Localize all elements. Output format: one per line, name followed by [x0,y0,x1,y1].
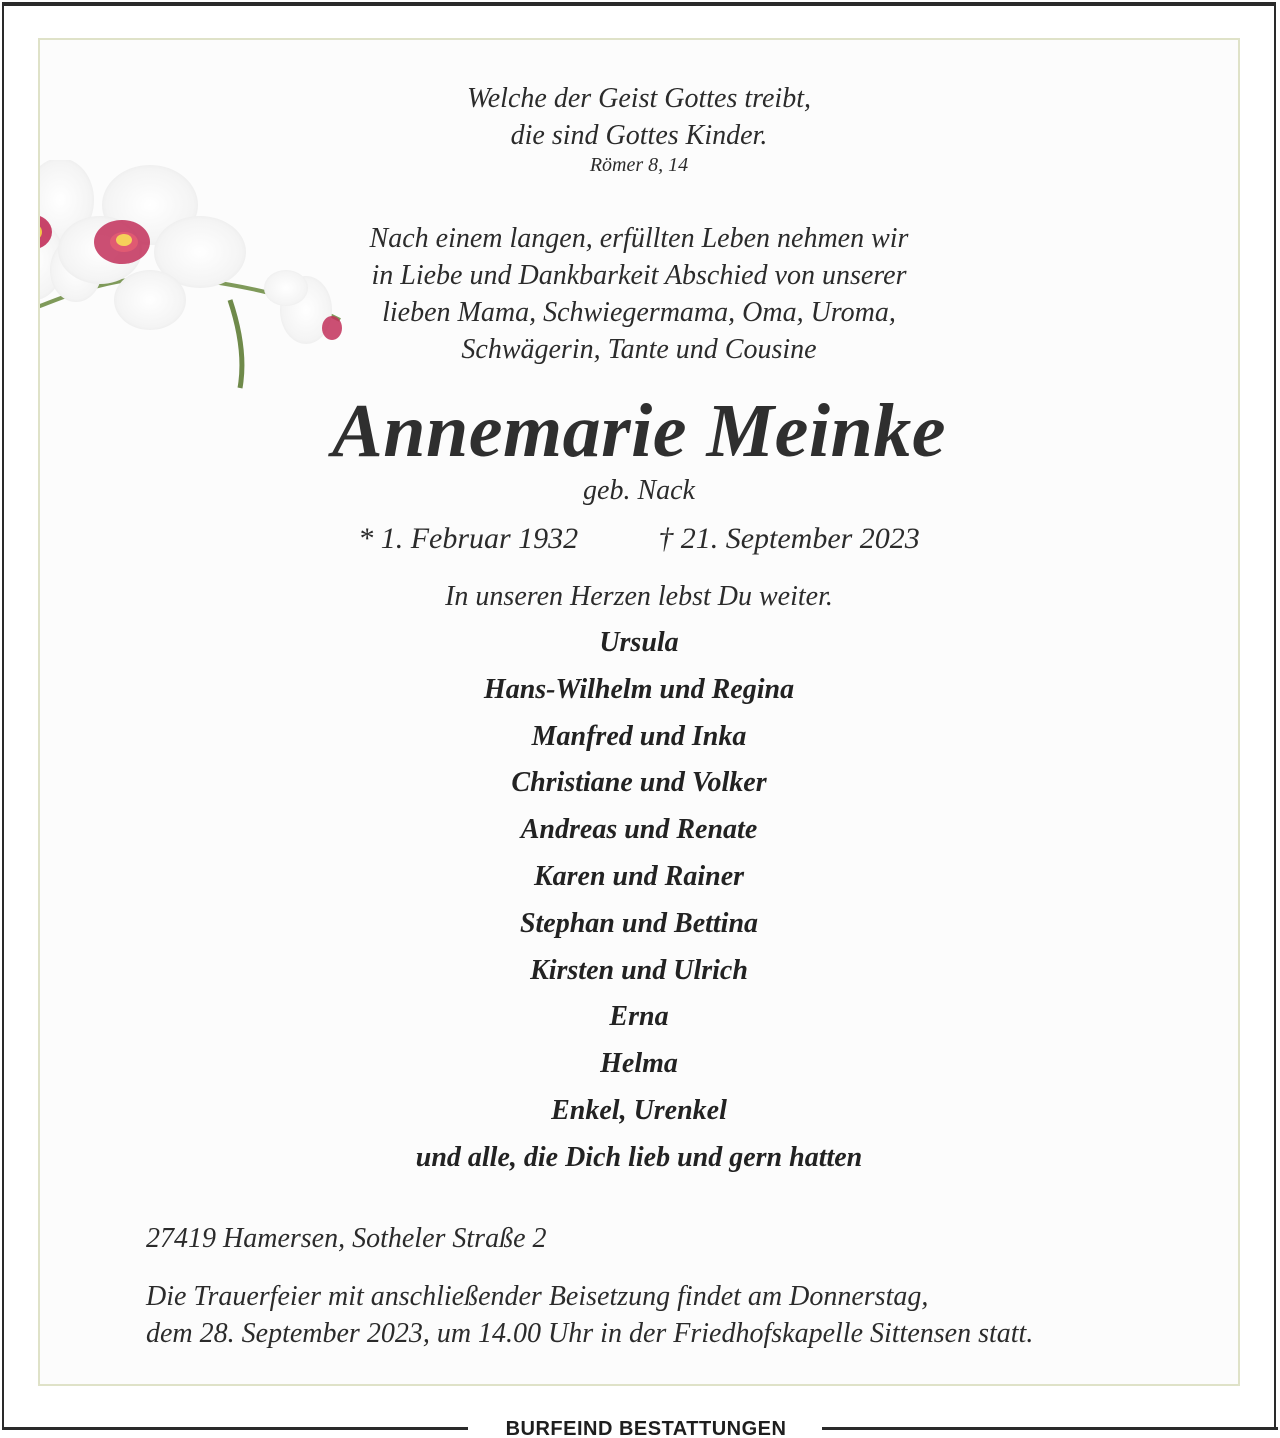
life-dates [40,520,1238,558]
mourner: und alle, die Dich lieb und gern hatten [415,1141,863,1173]
footer-brand: BURFEIND BESTATTUNGEN [505,1418,787,1438]
mourner: Enkel, Urenkel [551,1094,727,1126]
mourner: Stephan und Bettina [519,907,759,939]
mourner: Ursula [599,627,679,658]
birth-date: * 1. Februar 1932 [358,522,579,555]
intro-line: Nach einem langen, erfüllten Leben nehmen wir [369,223,909,254]
footer-rule-left [2,1427,468,1430]
obituary-card [38,38,1240,1386]
mourner: Christiane und Volker [511,767,767,799]
quote-line: Welche der Geist Gottes treibt, [467,83,811,114]
mourner: Manfred und Inka [531,720,747,752]
mourners-list [40,620,1238,1182]
quote-line: die sind Gottes Kinder. [510,120,768,151]
address: 27419 Hamersen, Sotheler Straße 2 [146,1223,547,1254]
mourner: Erna [609,1001,669,1033]
mourner: Andreas und Renate [520,814,758,846]
funeral-line: dem 28. September 2023, um 14.00 Uhr in der Friedhofskapelle Sittensen statt. [146,1318,1034,1349]
intro-line: lieben Mama, Schwiegermama, Oma, Uroma, [382,297,896,328]
intro-line: in Liebe und Dankbarkeit Abschied von unserer [371,260,907,291]
obituary-content [40,40,1238,1182]
death-date: † 21. September 2023 [658,522,920,555]
birth-name: geb. Nack [583,475,695,506]
footer-rule-right [822,1427,1278,1430]
intro-line: Schwägerin, Tante und Cousine [461,334,817,365]
motto: In unseren Herzen lebst Du weiter. [445,581,833,612]
mourner: Kirsten und Ulrich [530,954,748,986]
funeral-notice [146,1278,1033,1352]
mourner: Hans-Wilhelm und Regina [483,673,795,705]
mourner: Helma [600,1048,678,1080]
funeral-line: Die Trauerfeier mit anschließender Beisetzung findet am Donnerstag, [146,1281,929,1312]
quote-reference: Römer 8, 14 [589,154,689,176]
mourner: Karen und Rainer [533,860,745,892]
deceased-name: Annemarie Meinke [332,389,946,473]
